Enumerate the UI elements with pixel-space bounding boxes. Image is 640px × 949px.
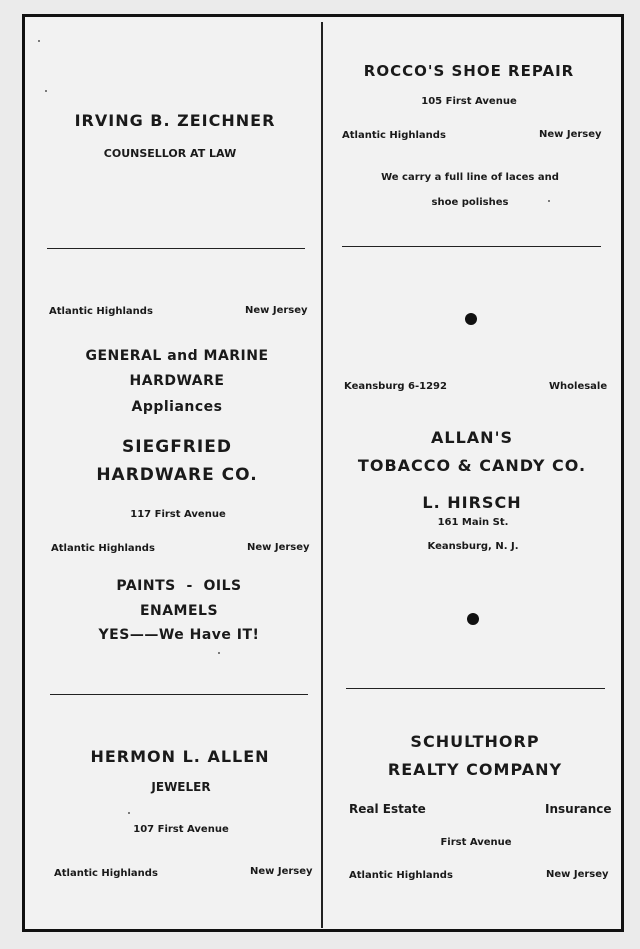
allans-name2: TOBACCO & CANDY CO. [357, 456, 587, 475]
siegfried-town: Atlantic Highlands [49, 306, 153, 317]
allans-name1: ALLAN'S [431, 428, 513, 447]
siegfried-address: 117 First Avenue [130, 509, 226, 520]
bullet-dot-bottom [467, 613, 479, 625]
paper-speck [45, 90, 47, 92]
siegfried-paints: PAINTS - OILS [116, 578, 242, 594]
rule-left-1 [47, 248, 305, 249]
allans-phone: Keansburg 6-1292 [344, 381, 447, 392]
rocco-address: 105 First Avenue [421, 96, 517, 107]
allen-title: JEWELER [151, 780, 211, 794]
siegfried-line3: Appliances [131, 399, 223, 415]
bullet-dot-top [465, 313, 477, 325]
schulthorp-address: First Avenue [440, 837, 512, 848]
rocco-town: Atlantic Highlands [342, 130, 446, 141]
siegfried-town2: Atlantic Highlands [51, 543, 155, 554]
schulthorp-name2: REALTY COMPANY [387, 760, 563, 779]
allen-address: 107 First Avenue [133, 824, 229, 835]
siegfried-state: New Jersey [245, 305, 308, 316]
schulthorp-town: Atlantic Highlands [349, 870, 453, 881]
paper-speck [38, 40, 40, 42]
schulthorp-state: New Jersey [546, 869, 609, 880]
allen-name: HERMON L. ALLEN [90, 747, 270, 766]
rule-left-2 [50, 694, 308, 695]
rocco-state: New Jersey [539, 129, 602, 140]
column-divider [321, 22, 323, 928]
rule-right-2 [346, 688, 605, 689]
rocco-desc1: We carry a full line of laces and [381, 172, 559, 183]
rocco-name: ROCCO'S SHOE REPAIR [363, 62, 575, 80]
allen-town: Atlantic Highlands [54, 868, 158, 879]
siegfried-state2: New Jersey [247, 542, 310, 553]
paper-speck [548, 200, 550, 202]
schulthorp-service2: Insurance [545, 802, 612, 816]
allen-state: New Jersey [250, 866, 313, 877]
allans-owner: L. HIRSCH [422, 493, 522, 512]
schulthorp-name1: SCHULTHORP [410, 732, 540, 751]
rocco-desc2: shoe polishes [431, 197, 509, 208]
rule-right-1 [342, 246, 601, 247]
allans-type: Wholesale [549, 381, 608, 392]
schulthorp-service1: Real Estate [349, 802, 426, 816]
siegfried-enamels: ENAMELS [139, 603, 219, 619]
zeichner-title: COUNSELLOR AT LAW [103, 147, 237, 160]
siegfried-line1: GENERAL and MARINE [85, 348, 269, 364]
paper-speck [128, 812, 130, 814]
siegfried-name1: SIEGFRIED [122, 437, 232, 457]
siegfried-name2: HARDWARE CO. [96, 465, 258, 485]
zeichner-name: IRVING B. ZEICHNER [74, 111, 276, 130]
siegfried-line2: HARDWARE [129, 373, 225, 389]
allans-town: Keansburg, N. J. [427, 541, 519, 552]
siegfried-slogan: YES——We Have IT! [98, 627, 260, 643]
allans-address: 161 Main St. [437, 517, 509, 528]
paper-speck [218, 652, 220, 654]
